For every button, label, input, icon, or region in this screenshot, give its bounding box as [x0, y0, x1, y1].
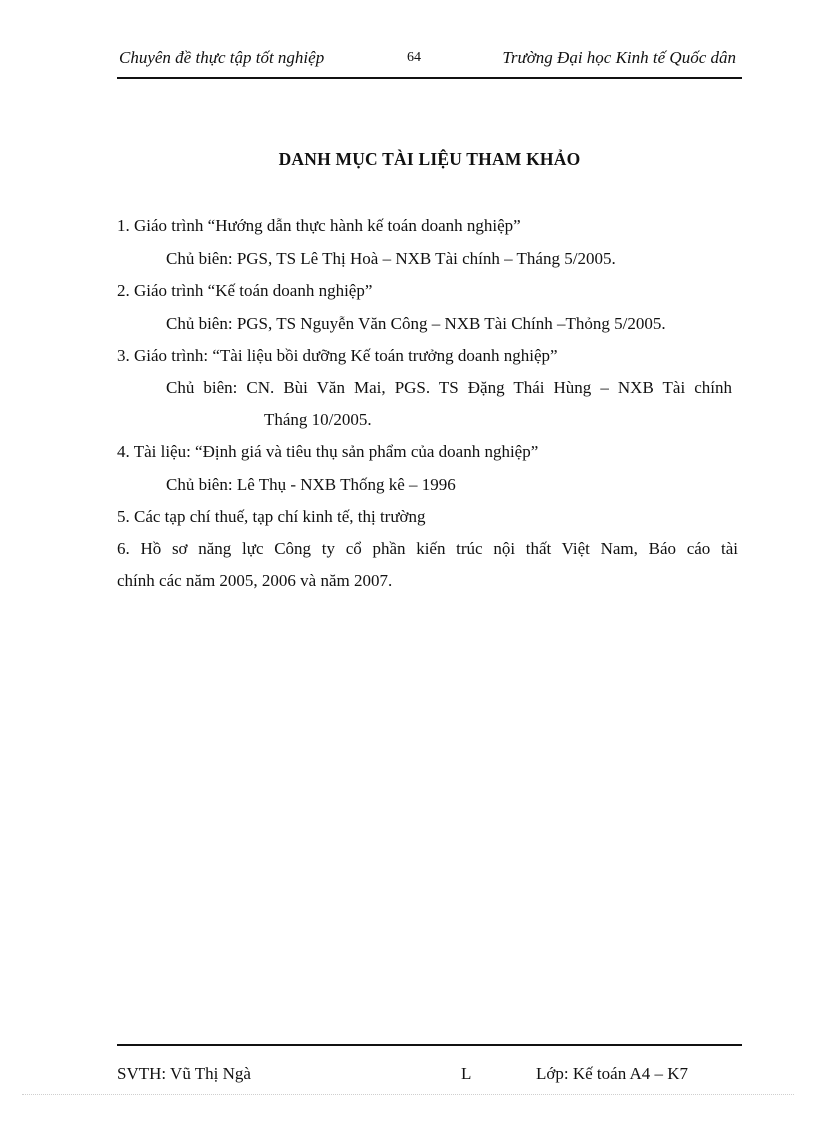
footer-class: Lớp: Kế toán A4 – K7 — [536, 1064, 689, 1083]
reference-1-detail: Chủ biên: PGS, TS Lê Thị Hoà – NXB Tài chính – Tháng 5/2005. — [166, 249, 616, 268]
header-thesis-title: Chuyên đề thực tập tốt nghiệp — [119, 48, 325, 67]
reference-6-continued: chính các năm 2005, 2006 và năm 2007. — [117, 571, 393, 590]
reference-2-detail: Chủ biên: PGS, TS Nguyễn Văn Công – NXB Tài Chính –Thỏng 5/2005. — [166, 314, 666, 333]
reference-4-detail: Chủ biên: Lê Thụ - NXB Thống kê – 1996 — [166, 475, 456, 494]
footer-mark: L — [461, 1064, 472, 1083]
reference-5-title: 5. Các tạp chí thuế, tạp chí kinh tế, thị trường — [117, 507, 426, 526]
page-title: DANH MỤC TÀI LIỆU THAM KHẢO — [278, 149, 581, 169]
header-divider — [117, 77, 742, 79]
reference-4-title: 4. Tài liệu: “Định giá và tiêu thụ sản phẩm của doanh nghiệp” — [117, 442, 539, 461]
reference-3-detail-continued: Tháng 10/2005. — [264, 410, 372, 429]
page-header — [117, 46, 742, 72]
reference-2-title: 2. Giáo trình “Kế toán doanh nghiệp” — [117, 281, 373, 300]
reference-3-title: 3. Giáo trình: “Tài liệu bồi dưỡng Kế toán trưởng doanh nghiệp” — [117, 346, 558, 365]
reference-3-detail: Chủ biên: CN. Bùi Văn Mai, PGS. TS Đặng Thái Hùng – NXB Tài chính — [166, 378, 732, 397]
header-university: Trường Đại học Kinh tế Quốc dân — [502, 48, 736, 67]
reference-1-title: 1. Giáo trình “Hướng dẫn thực hành kế toán doanh nghiệp” — [117, 216, 521, 235]
page-edge-dotted-line — [22, 1094, 794, 1095]
reference-6-title: 6. Hồ sơ năng lực Công ty cổ phần kiến trúc nội thất Việt Nam, Báo cáo tài — [117, 539, 738, 558]
page-number: 64 — [407, 50, 421, 65]
footer-student: SVTH: Vũ Thị Ngà — [117, 1064, 251, 1083]
footer-divider — [117, 1044, 742, 1046]
